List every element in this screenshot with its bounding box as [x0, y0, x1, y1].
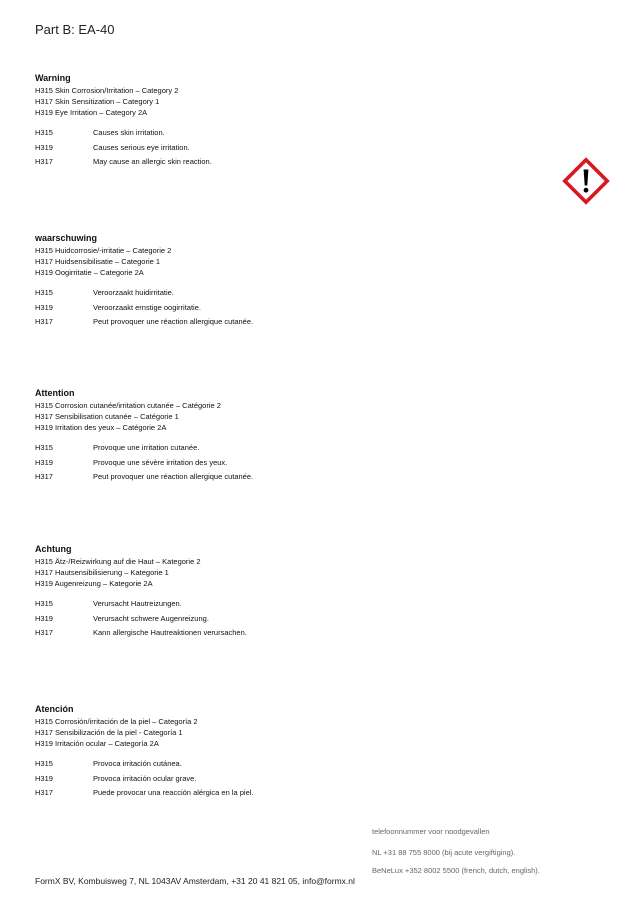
hazard-section-nl	[35, 232, 555, 330]
classification-line: H319 Augenreizung – Kategorie 2A	[35, 579, 153, 588]
hazard-statement	[35, 786, 555, 801]
hazard-text: Provoca irritación cutánea.	[93, 759, 182, 768]
hazard-text: Peut provoquer une réaction allergique cutanée.	[93, 472, 254, 481]
hazard-statement	[35, 597, 555, 612]
hazard-text: Verursacht Hautreizungen.	[93, 599, 182, 608]
hazard-statement	[35, 772, 555, 787]
signal-word: Achtung	[35, 544, 72, 554]
classification-line: H315 Skin Corrosion/Irritation – Category 2	[35, 86, 179, 95]
hazard-text: Causes skin irritation.	[93, 128, 165, 137]
hazard-text: Veroorzaakt huidirritatie.	[93, 288, 174, 297]
ghs-exclamation-mark-icon	[561, 156, 611, 206]
hazard-statement-list	[35, 757, 555, 801]
hazard-statement-list	[35, 597, 555, 641]
classification-line: H319 Irritation des yeux – Catégorie 2A	[35, 423, 167, 432]
hazard-text: Provoca irritación ocular grave.	[93, 773, 197, 783]
hazard-code: H315	[35, 759, 53, 768]
hazard-text: Veroorzaakt ernstige oogirritatie.	[93, 302, 201, 312]
hazard-statement	[35, 315, 555, 330]
classification-line: H317 Sensibilisation cutanée – Catégorie 1	[35, 412, 179, 421]
hazard-statement	[35, 301, 555, 316]
classification-line: H317 Hautsensibilisierung – Kategorie 1	[35, 568, 169, 577]
signal-word: Warning	[35, 73, 71, 83]
emergency-contact	[372, 826, 540, 880]
hazard-statement-list	[35, 126, 555, 170]
hazard-code: H315	[35, 443, 53, 452]
hazard-section-en	[35, 72, 555, 170]
hazard-text: Puede provocar una reacción alérgica en la piel.	[93, 788, 254, 797]
emergency-label: telefoonnummer voor noodgevallen	[372, 827, 490, 836]
hazard-text: Causes serious eye irritation.	[93, 142, 190, 152]
classification-line: H317 Skin Sensitization – Category 1	[35, 97, 160, 106]
hazard-statement	[35, 155, 555, 170]
hazard-statement	[35, 141, 555, 156]
classification-line: H319 Eye Irritation – Category 2A	[35, 108, 148, 117]
emergency-phone-benelux: BeNeLux +352 8002 5500 (french, dutch, english).	[372, 866, 540, 875]
emergency-phone-nl: NL +31 88 755 8000 (bij acute vergiftiging).	[372, 848, 516, 857]
classification-line: H315 Ätz-/Reizwirkung auf die Haut – Kategorie 2	[35, 557, 201, 566]
hazard-text: Verursacht schwere Augenreizung.	[93, 613, 209, 623]
company-footer: FormX BV, Kombuisweg 7, NL 1043AV Amsterdam, +31 20 41 821 05, info@formx.nl	[35, 876, 355, 886]
hazard-statement	[35, 456, 555, 471]
classification-line: H315 Corrosión/irritación de la piel – Categoría 2	[35, 717, 198, 726]
classification-line: H319 Oogirritatie – Categorie 2A	[35, 268, 144, 277]
hazard-code: H319	[35, 142, 53, 152]
classification-line: H315 Huidcorrosie/-irritatie – Categorie 2	[35, 246, 172, 255]
hazard-text: Provoque une irritation cutanée.	[93, 443, 200, 452]
hazard-code: H317	[35, 317, 53, 326]
hazard-code: H319	[35, 773, 53, 783]
signal-word: Attention	[35, 388, 75, 398]
hazard-text: Kann allergische Hautreaktionen verursachen.	[93, 628, 247, 637]
signal-word: Atención	[35, 704, 74, 714]
hazard-text: May cause an allergic skin reaction.	[93, 157, 212, 166]
hazard-code: H315	[35, 288, 53, 297]
hazard-code: H319	[35, 613, 53, 623]
classification-line: H317 Huidsensibilisatie – Categorie 1	[35, 257, 161, 266]
hazard-text: Peut provoquer une réaction allergique cutanée.	[93, 317, 254, 326]
hazard-code: H317	[35, 157, 53, 166]
hazard-code: H315	[35, 128, 53, 137]
hazard-section-fr	[35, 387, 555, 485]
hazard-text: Provoque une sévère irritation des yeux.	[93, 457, 228, 467]
hazard-statement	[35, 626, 555, 641]
hazard-section-de	[35, 543, 555, 641]
hazard-code: H317	[35, 472, 53, 481]
hazard-statement	[35, 126, 555, 141]
hazard-statement-list	[35, 286, 555, 330]
classification-line: H315 Corrosion cutanée/irritation cutanée – Catégorie 2	[35, 401, 221, 410]
hazard-code: H317	[35, 788, 53, 797]
hazard-statement	[35, 470, 555, 485]
hazard-code: H319	[35, 457, 53, 467]
hazard-statement	[35, 757, 555, 772]
signal-word: waarschuwing	[35, 233, 98, 243]
hazard-code: H317	[35, 628, 53, 637]
classification-line: H319 Irritación ocular – Categoría 2A	[35, 739, 159, 748]
classification-line: H317 Sensibilización de la piel - Categoría 1	[35, 728, 183, 737]
hazard-statement-list	[35, 441, 555, 485]
hazard-statement	[35, 441, 555, 456]
hazard-statement	[35, 286, 555, 301]
hazard-section-es	[35, 703, 555, 801]
hazard-code: H315	[35, 599, 53, 608]
hazard-code: H319	[35, 302, 53, 312]
page-title: Part B: EA-40	[35, 22, 115, 37]
hazard-statement	[35, 612, 555, 627]
